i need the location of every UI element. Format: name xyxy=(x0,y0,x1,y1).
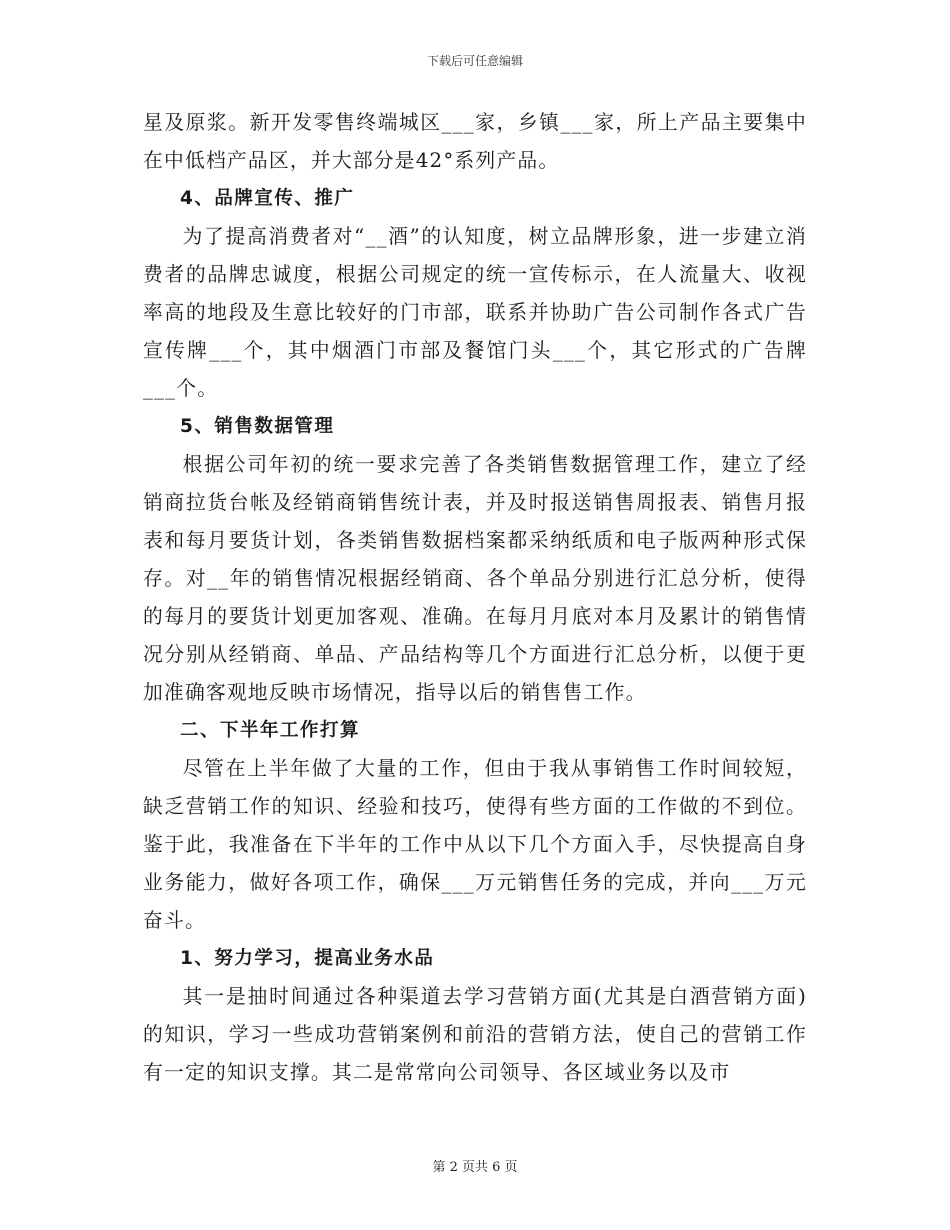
page-footer: 第 2 页共 6 页 xyxy=(432,1160,518,1175)
paragraph-retail-terminals: 星及原浆。新开发零售终端城区___家，乡镇___家，所上产品主要集中在中低档产品区，并大部分是42°系列产品。 xyxy=(143,111,807,172)
paragraph-study: 其一是抽时间通过各种渠道去学习营销方面(尤其是白酒营销方面)的知识，学习一些成功营销案例和前沿的营销方法，使自己的营销工作有一定的知识支撑。其二是常常向公司领导、各区域业务以及市 xyxy=(143,985,807,1084)
section-heading-brand-promotion: 4、品牌宣传、推广 xyxy=(180,188,355,209)
section-heading-study: 1、努力学习，提高业务水品 xyxy=(180,948,435,969)
paragraph-brand-promotion: 为了提高消费者对“__酒”的认知度，树立品牌形象，进一步建立消费者的品牌忠诚度，根据公司规定的统一宣传标示，在人流量大、收视率高的地段及生意比较好的门市部，联系并协助广告公司制作各式广告宣传牌___个，其中烟酒门市部及餐馆门头___个，其它形式的广告牌___个。 xyxy=(143,225,807,400)
paragraph-sales-data: 根据公司年初的统一要求完善了各类销售数据管理工作，建立了经销商拉货台帐及经销商销售统计表，并及时报送销售周报表、销售月报表和每月要货计划，各类销售数据档案都采纳纸质和电子版两种形式保存。对__年的销售情况根据经销商、各个单品分别进行汇总分析，使得的每月的要货计划更加客观、准确。在每月月底对本月及累计的销售情况分别从经销商、单品、产品结构等几个方面进行汇总分析，以便于更加准确客观地反映市场情况，指导以后的销售售工作。 xyxy=(143,453,807,704)
page-header: 下载后可任意编辑 xyxy=(426,54,523,68)
section-heading-second-half-plan: 二、下半年工作打算 xyxy=(180,720,361,741)
paragraph-second-half-plan: 尽管在上半年做了大量的工作，但由于我从事销售工作时间较短，缺乏营销工作的知识、经验和技巧，使得有些方面的工作做的不到位。鉴于此，我准备在下半年的工作中从以下几个方面入手，尽快提高自身业务能力，做好各项工作，确保___万元销售任务的完成，并向___万元奋斗。 xyxy=(143,757,807,932)
document-body xyxy=(143,104,807,1092)
section-heading-sales-data: 5、销售数据管理 xyxy=(180,416,335,437)
